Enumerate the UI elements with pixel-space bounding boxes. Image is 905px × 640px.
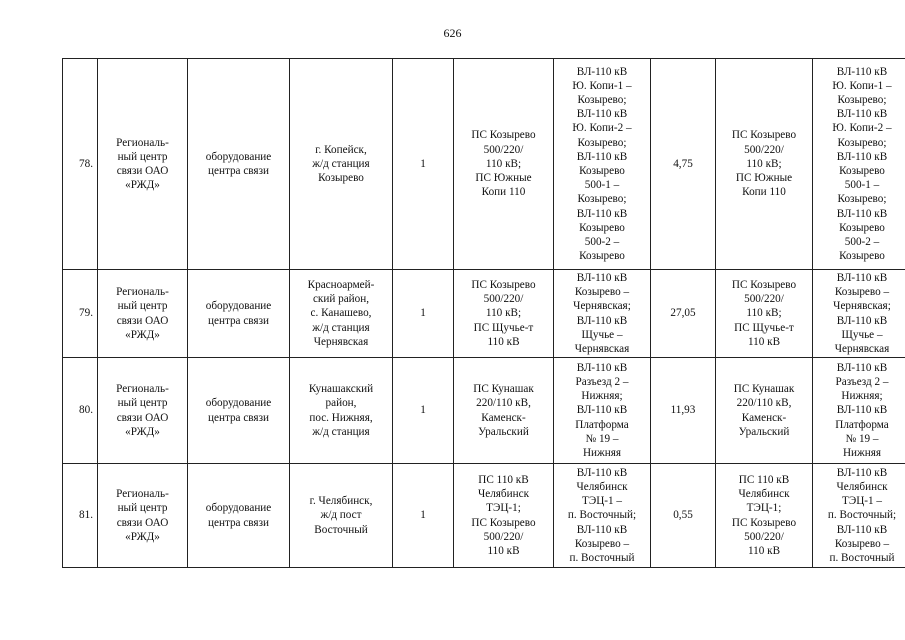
power-lines-cell: ВЛ-110 кВ Разъезд 2 – Нижняя; ВЛ-110 кВ Платформа № 19 – Нижняя	[554, 358, 651, 464]
power-lines-cell: ВЛ-110 кВ Ю. Копи-1 – Козырево; ВЛ-110 кВ Ю. Копи-2 – Козырево; ВЛ-110 кВ Козырево 500-1 – Козырево; ВЛ-110 кВ Козырево 500-2 – Козырево	[554, 59, 651, 270]
power-lines-cell: ВЛ-110 кВ Козырево – Чернявская; ВЛ-110 кВ Щучье – Чернявская	[554, 270, 651, 358]
table-row	[63, 464, 905, 568]
organization-cell: Региональ- ный центр связи ОАО «РЖД»	[98, 358, 188, 464]
length-cell: 4,75	[651, 59, 716, 270]
table-row	[63, 270, 905, 358]
organization-cell: Региональ- ный центр связи ОАО «РЖД»	[98, 59, 188, 270]
location-cell: г. Челябинск, ж/д пост Восточный	[290, 464, 393, 568]
row-number: 81.	[63, 464, 98, 568]
substation-cell: ПС 110 кВ Челябинск ТЭЦ-1; ПС Козырево 500/220/ 110 кВ	[454, 464, 554, 568]
location-cell: Кунашакский район, пос. Нижняя, ж/д станция	[290, 358, 393, 464]
equipment-cell: оборудование центра связи	[188, 59, 290, 270]
location-cell: Красноармей- ский район, с. Канашево, ж/д станция Чернявская	[290, 270, 393, 358]
power-lines-cell-2: ВЛ-110 кВ Ю. Копи-1 – Козырево; ВЛ-110 кВ Ю. Копи-2 – Козырево; ВЛ-110 кВ Козырево 500-1 – Козырево; ВЛ-110 кВ Козырево 500-2 – Козырево	[813, 59, 905, 270]
power-lines-cell: ВЛ-110 кВ Челябинск ТЭЦ-1 – п. Восточный; ВЛ-110 кВ Козырево – п. Восточный	[554, 464, 651, 568]
substation-cell-2: ПС Кунашак 220/110 кВ, Каменск- Уральский	[716, 358, 813, 464]
equipment-cell: оборудование центра связи	[188, 358, 290, 464]
organization-cell: Региональ- ный центр связи ОАО «РЖД»	[98, 270, 188, 358]
row-number: 79.	[63, 270, 98, 358]
organization-cell: Региональ- ный центр связи ОАО «РЖД»	[98, 464, 188, 568]
substation-cell: ПС Козырево 500/220/ 110 кВ; ПС Южные Копи 110	[454, 59, 554, 270]
count-cell: 1	[393, 358, 454, 464]
count-cell: 1	[393, 59, 454, 270]
data-table	[62, 58, 905, 568]
row-number: 78.	[63, 59, 98, 270]
row-number: 80.	[63, 358, 98, 464]
power-lines-cell-2: ВЛ-110 кВ Челябинск ТЭЦ-1 – п. Восточный; ВЛ-110 кВ Козырево – п. Восточный	[813, 464, 905, 568]
power-lines-cell-2: ВЛ-110 кВ Разъезд 2 – Нижняя; ВЛ-110 кВ Платформа № 19 – Нижняя	[813, 358, 905, 464]
power-lines-cell-2: ВЛ-110 кВ Козырево – Чернявская; ВЛ-110 кВ Щучье – Чернявская	[813, 270, 905, 358]
table-row	[63, 358, 905, 464]
table-row	[63, 59, 905, 270]
count-cell: 1	[393, 464, 454, 568]
length-cell: 11,93	[651, 358, 716, 464]
count-cell: 1	[393, 270, 454, 358]
substation-cell: ПС Козырево 500/220/ 110 кВ; ПС Щучье-т 110 кВ	[454, 270, 554, 358]
page-number: 626	[443, 26, 462, 40]
substation-cell: ПС Кунашак 220/110 кВ, Каменск- Уральский	[454, 358, 554, 464]
substation-cell-2: ПС Козырево 500/220/ 110 кВ; ПС Щучье-т 110 кВ	[716, 270, 813, 358]
equipment-cell: оборудование центра связи	[188, 464, 290, 568]
length-cell: 27,05	[651, 270, 716, 358]
substation-cell-2: ПС Козырево 500/220/ 110 кВ; ПС Южные Копи 110	[716, 59, 813, 270]
length-cell: 0,55	[651, 464, 716, 568]
location-cell: г. Копейск, ж/д станция Козырево	[290, 59, 393, 270]
substation-cell-2: ПС 110 кВ Челябинск ТЭЦ-1; ПС Козырево 500/220/ 110 кВ	[716, 464, 813, 568]
equipment-cell: оборудование центра связи	[188, 270, 290, 358]
